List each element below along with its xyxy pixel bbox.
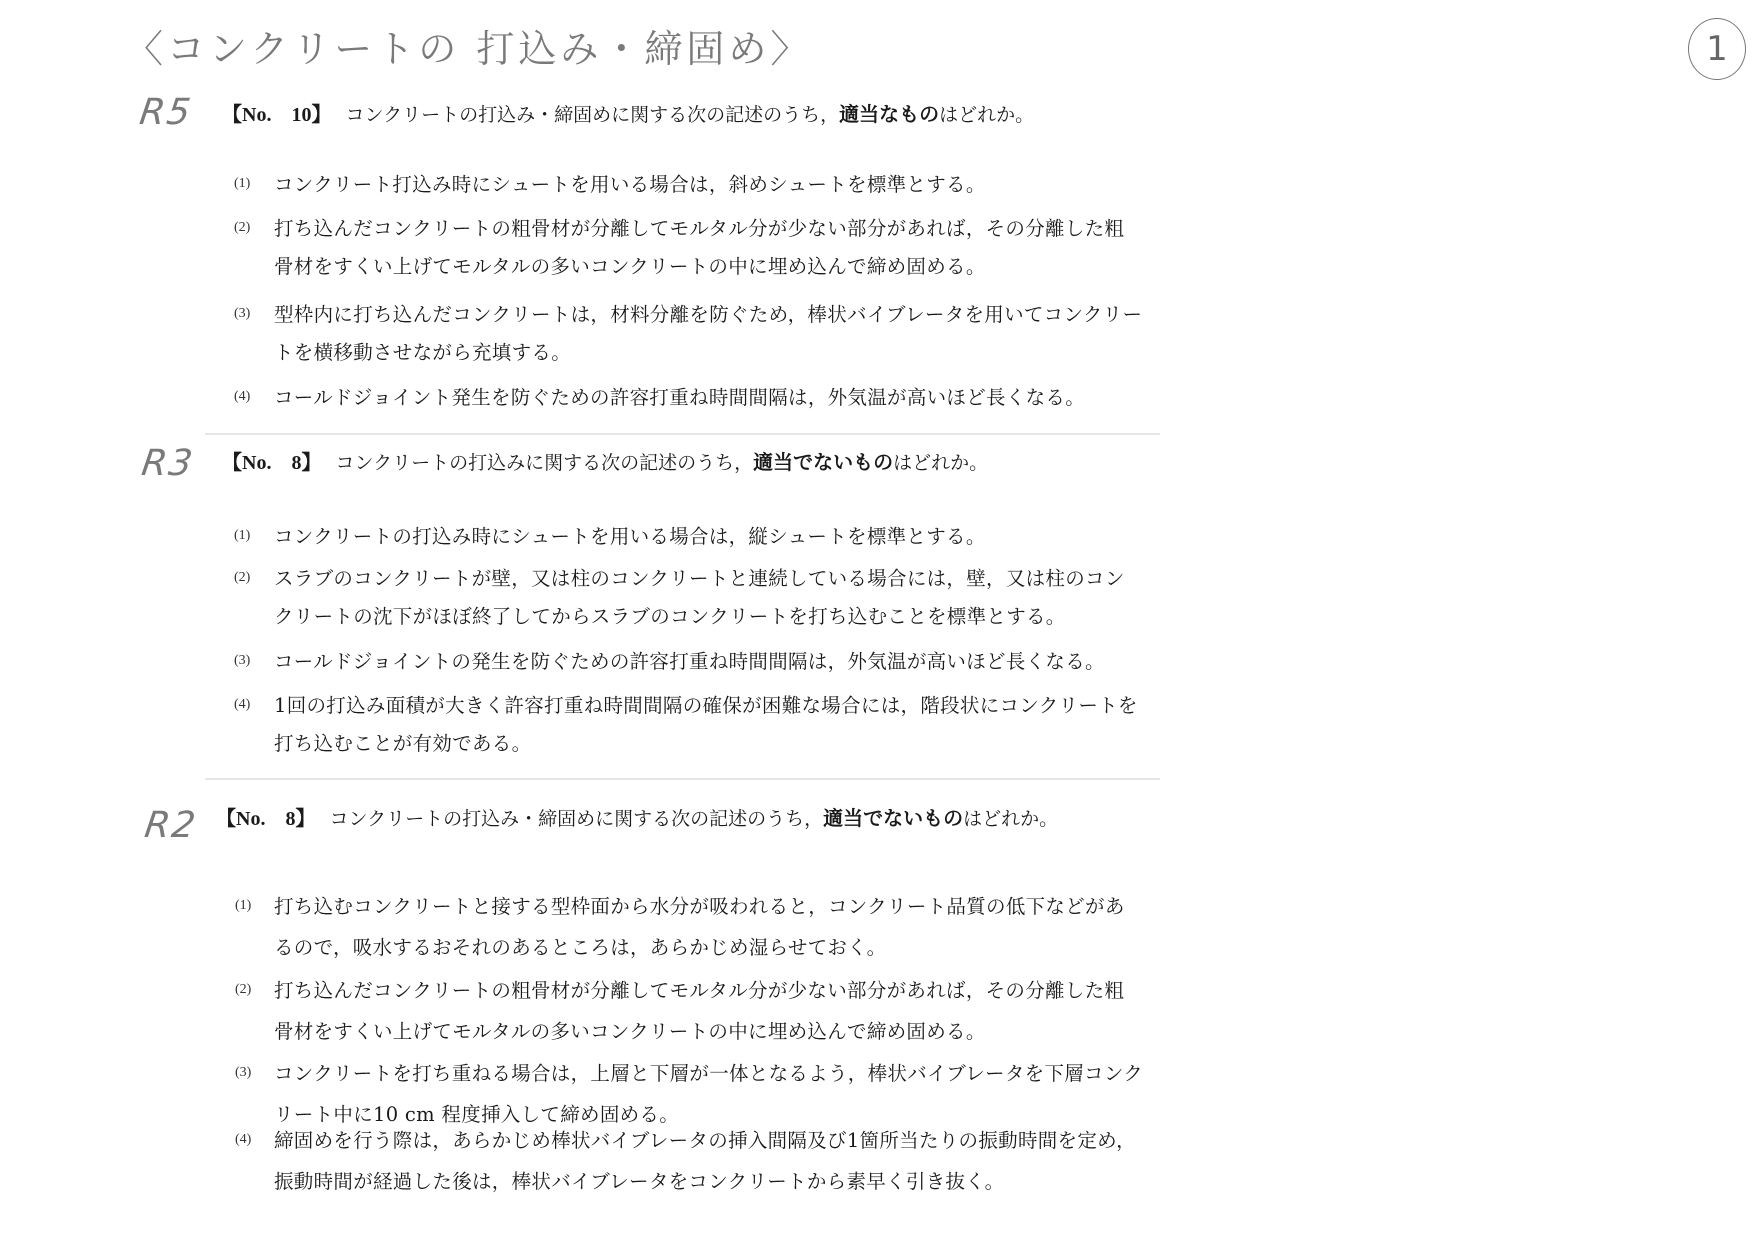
question-heading: 【No. 8】 コンクリートの打込みに関する次の記述のうち，適当でないものはどれか。: [222, 450, 989, 474]
section-divider: [205, 433, 1160, 435]
year-label-r2: R2: [142, 805, 200, 846]
handwritten-title: 〈コンクリートの 打込み・締固め〉: [125, 27, 813, 71]
section-divider: [205, 778, 1160, 780]
page-number: 1: [1688, 18, 1746, 80]
question-heading: 【No. 10】 コンクリートの打込み・締固めに関する次の記述のうち，適当なものはどれか。: [222, 102, 1035, 126]
question-block-r5: 【No. 10】 コンクリートの打込み・締固めに関する次の記述のうち，適当なものはどれか。 (1) コンクリート打込み時にシュートを用いる場合は，斜めシュートを標準とする。 (2) 打ち込んだコンクリートの粗骨材が分離してモルタル分が少ない部分があれば，その分離した粗骨材をすくい上げてモルタルの多いコンクリートの中に埋め込んで締め固める。 (3) 型枠内に打ち込んだコンクリートは，材料分離を防ぐため，棒状バイブレータを用いてコンクリートを横移動させながら充填する。 (4) コールドジョイント発生を防ぐための許容打重ね時間間隔は，外気温が高いほど長くなる。: [222, 102, 1143, 409]
question-block-r2: 【No. 8】 コンクリートの打込み・締固めに関する次の記述のうち，適当でないものはどれか。 (1) 打ち込むコンクリートと接する型枠面から水分が吸われると，コンクリート品質の低下などがあるので，吸水するおそれのあるところは，あらかじめ湿らせておく。 (2) 打ち込んだコンクリートの粗骨材が分離してモルタル分が少ない部分があれば，その分離した粗骨材をすくい上げてモルタルの多いコンクリートの中に埋め込んで締め固める。 (3) コンクリートを打ち重ねる場合は，上層と下層が一体となるよう，棒状バイブレータを下層コンクリート中に10 cm 程度挿入して締め固める。 (4) 締固めを行う際は，あらかじめ棒状バイブレータの挿入間隔及び1箇所当たりの振動時間を定め，振動時間が経過した後は，棒状バイブレータをコンクリートから素早く引き抜く。: [216, 806, 1144, 1193]
year-label-r3: R3: [139, 443, 197, 484]
question-heading: 【No. 8】 コンクリートの打込み・締固めに関する次の記述のうち，適当でないものはどれか。: [216, 806, 1059, 830]
question-block-r3: 【No. 8】 コンクリートの打込みに関する次の記述のうち，適当でないものはどれか。 (1) コンクリートの打込み時にシュートを用いる場合は，縦シュートを標準とする。 (2) スラブのコンクリートが壁，又は柱のコンクリートと連続している場合には，壁，又は柱のコンクリートの沈下がほぼ終了してからスラブのコンクリートを打ち込むことを標準とする。 (3) コールドジョイントの発生を防ぐための許容打重ね時間間隔は，外気温が高いほど長くなる。 (4) 1回の打込み面積が大きく許容打重ね時間間隔の確保が困難な場合には，階段状にコンクリートを打ち込むことが有効である。: [222, 450, 1138, 755]
year-label-r5: R5: [137, 92, 195, 133]
